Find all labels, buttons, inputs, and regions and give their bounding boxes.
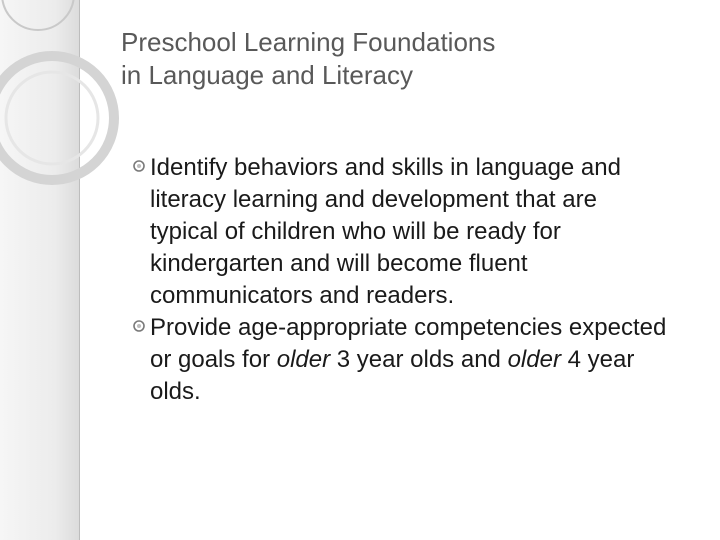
bullet-2-italic-older-1: older bbox=[276, 346, 331, 373]
bullet-2-text-part-5: 4 year olds. bbox=[150, 346, 635, 405]
title-line-2: in Language and Literacy bbox=[121, 60, 414, 90]
bullet-list bbox=[130, 152, 670, 408]
bullet-1-text: Identify behaviors and skills in language and literacy learning and development that are typical of children who will be ready for kindergarten and will become fluent communicators and readers. bbox=[150, 154, 621, 309]
open-circle-bullet-icon bbox=[130, 318, 150, 334]
decorative-ring-medium bbox=[6, 72, 98, 164]
bullet-2-text-part-3: 3 year olds and bbox=[330, 346, 508, 373]
bullet-2-text-part-1: Provide age-appropriate competencies expected or goals for bbox=[150, 314, 667, 373]
slide-title bbox=[121, 26, 681, 92]
bullet-2-italic-older-2: older bbox=[507, 346, 561, 373]
bullet-text bbox=[150, 314, 666, 405]
decorative-circles bbox=[0, 0, 120, 200]
open-circle-bullet-icon bbox=[130, 158, 150, 174]
title-line-1: Preschool Learning Foundations bbox=[121, 27, 496, 57]
decorative-ring-small bbox=[2, 0, 74, 30]
bullet-item bbox=[130, 312, 670, 408]
bullet-text bbox=[150, 154, 621, 309]
bullet-item bbox=[130, 152, 670, 312]
